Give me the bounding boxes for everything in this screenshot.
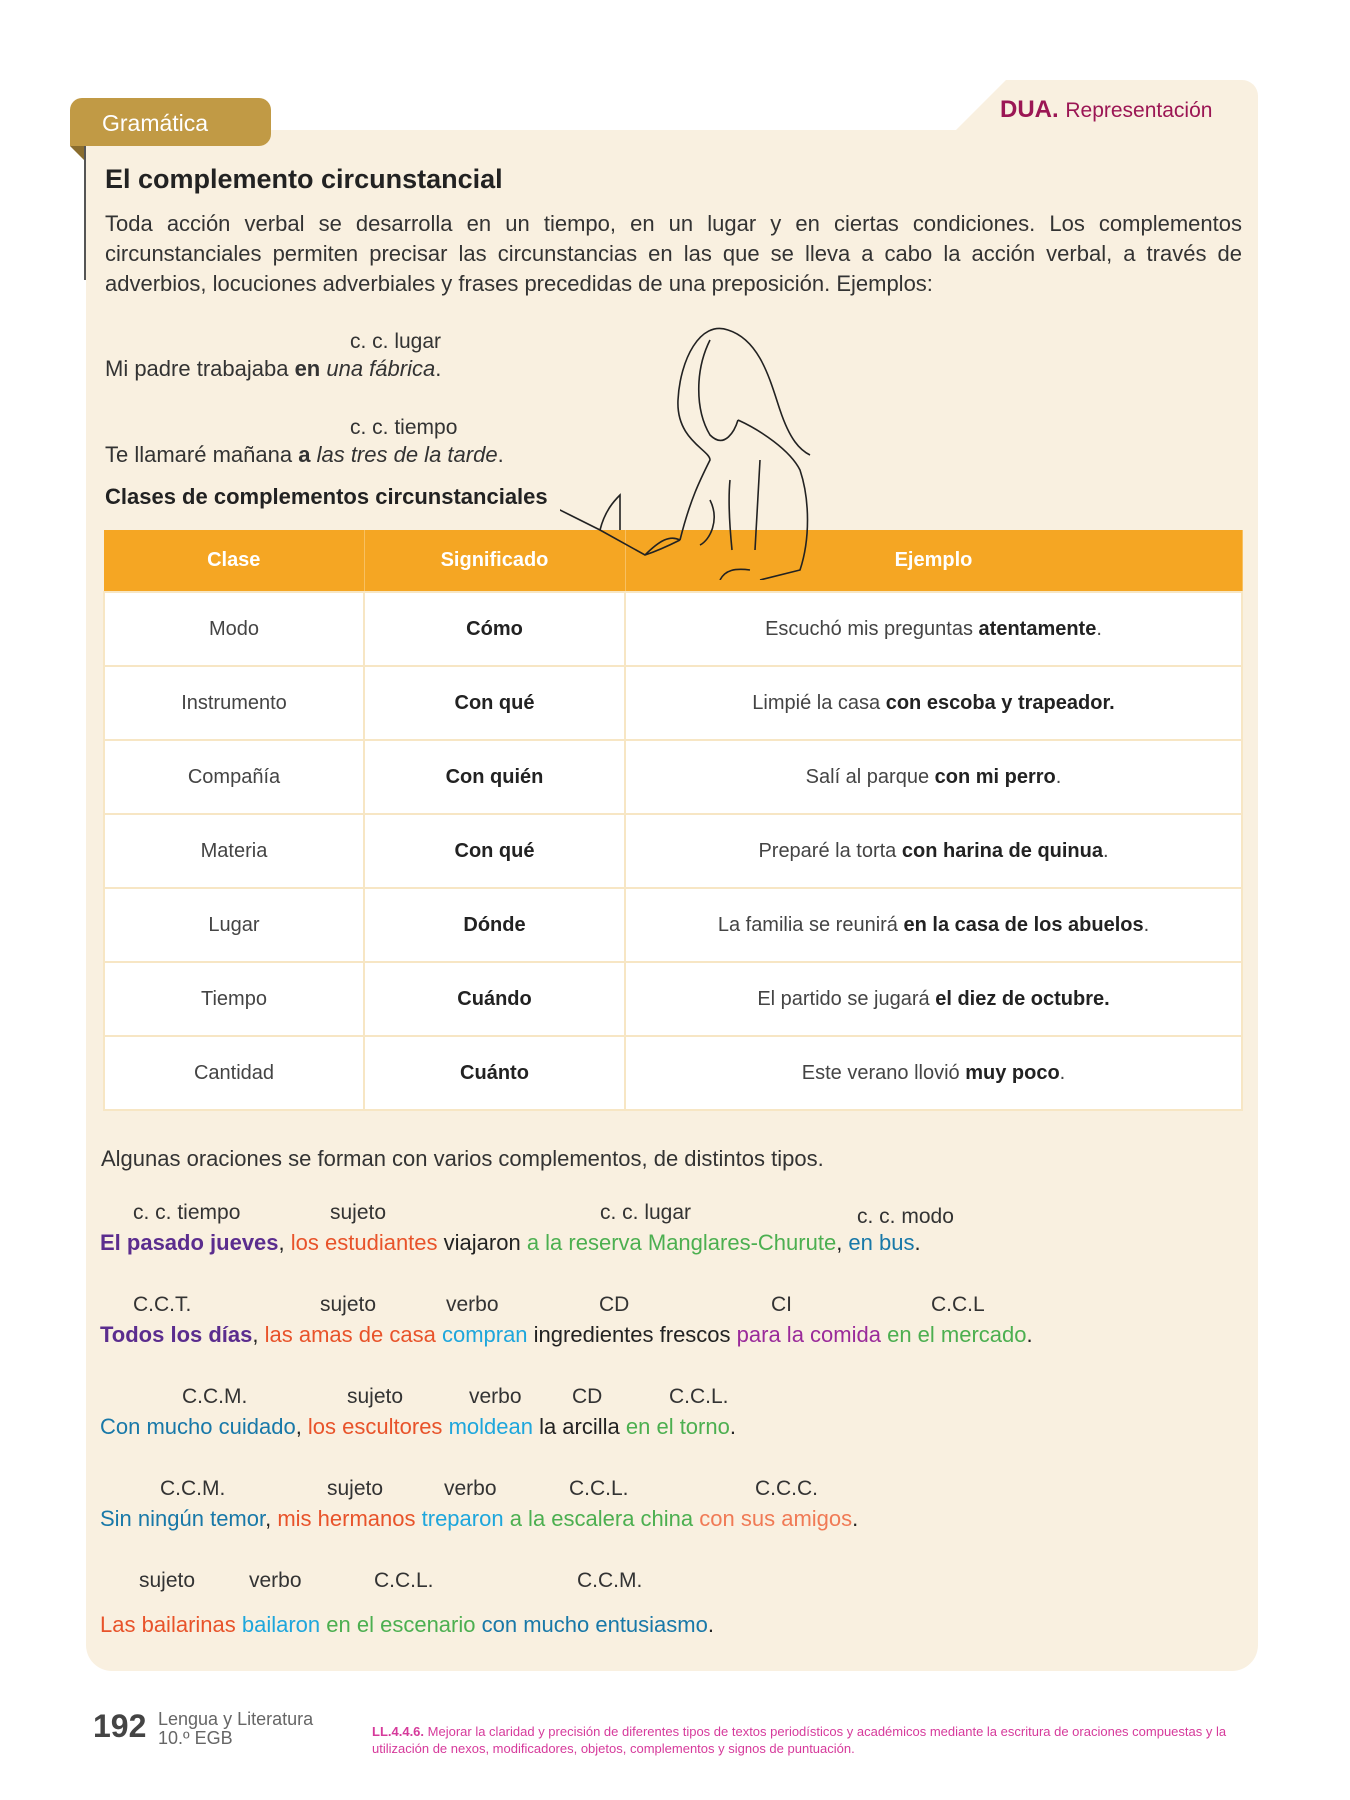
sentence-part: con sus amigos <box>699 1506 853 1531</box>
grammar-label: c. c. lugar <box>600 1201 692 1224</box>
intro-paragraph: Toda acción verbal se desarrolla en un tiempo, en un lugar y en ciertas condiciones. Los complementos circunstanciales permiten precisar las circunstancias en las que se lleva a cabo la acción verbal, a través de adverbios, locuciones adverbiales y frases precedidas de una preposición. Ejemplos: <box>105 211 1242 296</box>
sentence-part: compran <box>441 1322 528 1347</box>
cell-significado: Dónde <box>364 888 625 962</box>
cell-clase: Materia <box>104 814 364 888</box>
sentence-part: , <box>265 1506 278 1531</box>
grammar-label: sujeto <box>327 1477 384 1500</box>
dua-rest: Representación <box>1065 99 1213 122</box>
t: atentamente <box>978 617 1097 640</box>
cell-ejemplo <box>625 888 1242 962</box>
sentence-part: a la reserva Manglares-Churute <box>526 1230 837 1255</box>
cell-significado: Cuánto <box>364 1036 625 1110</box>
sentence-part: en el torno <box>625 1414 730 1439</box>
divider <box>84 146 86 280</box>
t: . <box>1096 617 1102 640</box>
cell-clase: Compañía <box>104 740 364 814</box>
grammar-label: c. c. tiempo <box>133 1201 241 1224</box>
grammar-label: C.C.T. <box>133 1293 192 1316</box>
section-tab: Gramática <box>70 98 271 146</box>
sentence-part: en el mercado <box>887 1322 1027 1347</box>
example-label: c. c. lugar <box>350 330 442 353</box>
sentence-part: Las bailarinas <box>100 1612 236 1637</box>
table-row <box>104 814 1242 888</box>
sentence-part: en bus <box>848 1230 915 1255</box>
grammar-label: verbo <box>444 1477 497 1500</box>
t: en la casa de los abuelos <box>903 913 1144 936</box>
col-header: Ejemplo <box>625 530 1242 592</box>
objective-code: LL.4.4.6. <box>372 1724 425 1739</box>
t: Mi padre trabajaba <box>105 356 295 381</box>
grade: 10.º EGB <box>158 1728 233 1748</box>
objective <box>372 1723 1252 1757</box>
sentence-part: los escultores <box>307 1414 443 1439</box>
col-header: Clase <box>104 530 364 592</box>
sentence-part: moldean <box>448 1414 533 1439</box>
cell-clase: Lugar <box>104 888 364 962</box>
table-row <box>104 592 1242 666</box>
cell-ejemplo <box>625 814 1242 888</box>
grammar-label: CI <box>771 1293 792 1316</box>
grammar-label: C.C.L. <box>669 1385 729 1408</box>
example-sentence <box>105 356 441 382</box>
t: Este verano llovió <box>801 1061 966 1084</box>
grammar-label: C.C.M. <box>182 1385 248 1408</box>
sentence-part: mis hermanos <box>277 1506 416 1531</box>
t: La familia se reunirá <box>717 913 904 936</box>
dua-label <box>1000 96 1212 124</box>
cell-significado: Cómo <box>364 592 625 666</box>
page-number: 192 <box>93 1708 147 1744</box>
classes-table <box>103 530 1243 1111</box>
sentence-part: . <box>729 1414 736 1439</box>
cell-clase: Modo <box>104 592 364 666</box>
t: con harina de quinua <box>901 839 1103 862</box>
sentence-part: . <box>707 1612 714 1637</box>
t: una fábrica <box>320 356 436 381</box>
cell-clase: Tiempo <box>104 962 364 1036</box>
grammar-label: C.C.M. <box>160 1477 226 1500</box>
table-row <box>104 740 1242 814</box>
grammar-label: C.C.L. <box>569 1477 629 1500</box>
grammar-label: verbo <box>249 1569 302 1592</box>
table-row <box>104 666 1242 740</box>
subject <box>158 1710 313 1748</box>
t: . <box>1055 765 1062 788</box>
cell-ejemplo <box>625 592 1242 666</box>
grammar-label: verbo <box>469 1385 522 1408</box>
sentence-part: , <box>278 1230 291 1255</box>
sentence-part: Con mucho cuidado <box>100 1414 296 1439</box>
t: . <box>435 356 442 381</box>
cell-ejemplo <box>625 962 1242 1036</box>
cell-clase: Cantidad <box>104 1036 364 1110</box>
sentence-part: , <box>836 1230 849 1255</box>
sentence-part: , <box>252 1322 265 1347</box>
grammar-label: CD <box>572 1385 603 1408</box>
table-row <box>104 1036 1242 1110</box>
t: a <box>298 442 311 467</box>
subject-name: Lengua y Literatura <box>158 1709 314 1729</box>
classes-heading: Clases de complementos circunstanciales <box>105 484 548 509</box>
example-sentence <box>100 1506 858 1532</box>
cell-significado: Con qué <box>364 666 625 740</box>
grammar-label: c. c. modo <box>857 1205 954 1228</box>
grammar-label: sujeto <box>139 1569 196 1592</box>
cell-significado: Con quién <box>364 740 625 814</box>
sentence-part: Todos los días <box>100 1322 253 1347</box>
grammar-label: C.C.L <box>931 1293 985 1316</box>
sentence-part: , <box>295 1414 308 1439</box>
grammar-label: sujeto <box>347 1385 404 1408</box>
t: Limpié la casa <box>752 691 886 714</box>
sentence-part: para la comida <box>736 1322 881 1347</box>
t: Te llamaré mañana <box>105 442 299 467</box>
t: el diez de octubre. <box>935 987 1110 1010</box>
sentence-part: . <box>852 1506 859 1531</box>
t: . <box>1059 1061 1066 1084</box>
dua-bold: DUA. <box>1000 96 1059 123</box>
page-title: El complemento circunstancial <box>105 164 503 194</box>
t: en <box>294 356 321 381</box>
t: . <box>497 442 504 467</box>
sentence-part: con mucho entusiasmo <box>481 1612 708 1637</box>
example-sentence <box>100 1414 736 1440</box>
t: El partido se jugará <box>757 987 936 1010</box>
sentence-part: . <box>914 1230 921 1255</box>
t: Escuchó mis preguntas <box>765 617 979 640</box>
sentence-part: los estudiantes <box>290 1230 438 1255</box>
sentence-part: . <box>1026 1322 1033 1347</box>
tab-fold <box>70 146 84 160</box>
sentence-part: El pasado jueves <box>100 1230 279 1255</box>
sentence-part: la arcilla <box>532 1414 626 1439</box>
objective-text: Mejorar la claridad y precisión de diferentes tipos de textos periodísticos y académicos mediante la escritura de oraciones compuestas y la utilización de nexos, modificadores, objetos, complementos y signos de puntuación. <box>372 1724 1227 1756</box>
sentence-part: treparon <box>421 1506 504 1531</box>
t: muy poco <box>965 1061 1060 1084</box>
sentence-part: bailaron <box>241 1612 321 1637</box>
t: Salí al parque <box>805 765 935 788</box>
example-sentence <box>100 1612 714 1638</box>
grammar-label: sujeto <box>320 1293 377 1316</box>
example-sentence <box>100 1322 1033 1348</box>
example-label: c. c. tiempo <box>350 416 458 439</box>
woman-writing-illustration <box>560 300 880 580</box>
cell-clase: Instrumento <box>104 666 364 740</box>
sentence-part: ingredientes frescos <box>527 1322 737 1347</box>
table-row <box>104 888 1242 962</box>
cell-ejemplo <box>625 740 1242 814</box>
t: con mi perro <box>934 765 1056 788</box>
t: . <box>1103 839 1109 862</box>
grammar-label: C.C.C. <box>755 1477 818 1500</box>
sentence-part: a la escalera china <box>509 1506 694 1531</box>
grammar-label: CD <box>599 1293 630 1316</box>
cell-significado: Cuándo <box>364 962 625 1036</box>
sentence-part: en el escenario <box>326 1612 476 1637</box>
cell-ejemplo <box>625 666 1242 740</box>
sentence-part: viajaron <box>437 1230 527 1255</box>
example-sentence <box>100 1230 921 1256</box>
sentence-part: Sin ningún temor <box>100 1506 266 1531</box>
t: con escoba y trapeador. <box>885 691 1115 714</box>
intro-some: Algunas oraciones se forman con varios complementos, de distintos tipos. <box>101 1146 824 1171</box>
col-header: Significado <box>364 530 625 592</box>
t: . <box>1143 913 1150 936</box>
grammar-label: verbo <box>446 1293 499 1316</box>
t: Preparé la torta <box>758 839 902 862</box>
table-row <box>104 962 1242 1036</box>
t: las tres de la tarde <box>310 442 498 467</box>
grammar-label: C.C.M. <box>577 1569 643 1592</box>
sentence-part: las amas de casa <box>264 1322 436 1347</box>
cell-ejemplo <box>625 1036 1242 1110</box>
grammar-label: C.C.L. <box>374 1569 434 1592</box>
grammar-label: sujeto <box>330 1201 387 1224</box>
cell-significado: Con qué <box>364 814 625 888</box>
example-sentence <box>105 442 504 468</box>
